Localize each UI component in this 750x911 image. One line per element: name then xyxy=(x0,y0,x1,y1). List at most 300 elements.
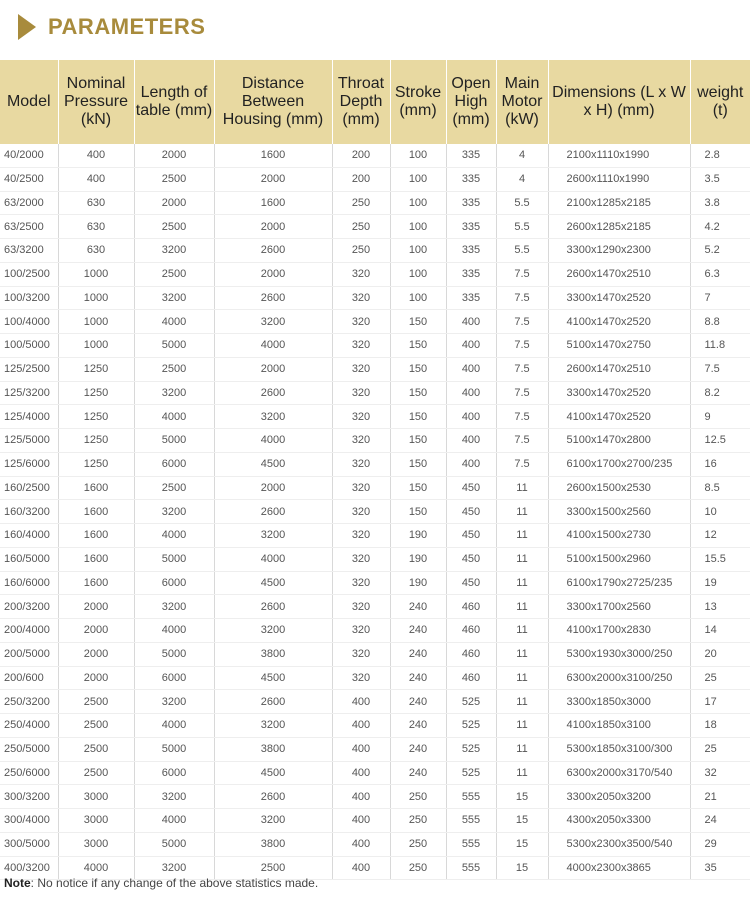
column-header: Stroke (mm) xyxy=(390,60,446,144)
table-cell: 320 xyxy=(332,429,390,453)
table-cell: 11 xyxy=(496,595,548,619)
table-cell: 400 xyxy=(446,334,496,358)
table-cell: 100 xyxy=(390,262,446,286)
table-cell: 460 xyxy=(446,642,496,666)
table-cell: 11 xyxy=(496,547,548,571)
table-cell: 335 xyxy=(446,215,496,239)
table-cell: 320 xyxy=(332,310,390,334)
table-cell: 335 xyxy=(446,144,496,167)
table-cell: 400 xyxy=(332,737,390,761)
table-cell: 2600 xyxy=(214,239,332,263)
table-cell: 630 xyxy=(58,191,134,215)
table-cell: 4100x1470x2520 xyxy=(548,310,690,334)
table-cell: 1250 xyxy=(58,357,134,381)
table-cell: 4500 xyxy=(214,571,332,595)
table-cell: 4000 xyxy=(214,429,332,453)
table-cell: 3200 xyxy=(134,690,214,714)
table-cell: 525 xyxy=(446,714,496,738)
table-row xyxy=(0,167,750,191)
table-cell: 460 xyxy=(446,666,496,690)
table-row xyxy=(0,714,750,738)
table-row xyxy=(0,286,750,310)
table-cell: 2000 xyxy=(214,476,332,500)
table-cell: 250 xyxy=(390,856,446,880)
table-row xyxy=(0,381,750,405)
table-cell: 200/3200 xyxy=(0,595,58,619)
table-cell: 4000 xyxy=(134,310,214,334)
table-cell: 3300x1700x2560 xyxy=(548,595,690,619)
table-cell: 190 xyxy=(390,571,446,595)
table-cell: 150 xyxy=(390,500,446,524)
table-cell: 630 xyxy=(58,215,134,239)
table-cell: 150 xyxy=(390,357,446,381)
table-row xyxy=(0,310,750,334)
table-cell: 335 xyxy=(446,262,496,286)
table-row xyxy=(0,215,750,239)
table-cell: 5000 xyxy=(134,547,214,571)
table-row xyxy=(0,547,750,571)
triangle-bullet-icon xyxy=(18,14,36,40)
table-row xyxy=(0,476,750,500)
table-row xyxy=(0,666,750,690)
table-row xyxy=(0,690,750,714)
table-row xyxy=(0,262,750,286)
table-cell: 100/2500 xyxy=(0,262,58,286)
table-cell: 11 xyxy=(496,690,548,714)
note-label: Note xyxy=(4,876,31,890)
table-cell: 400 xyxy=(446,452,496,476)
table-row xyxy=(0,144,750,167)
table-cell: 250 xyxy=(332,239,390,263)
table-cell: 555 xyxy=(446,832,496,856)
table-cell: 1600 xyxy=(58,476,134,500)
table-row xyxy=(0,619,750,643)
table-cell: 6100x1790x2725/235 xyxy=(548,571,690,595)
table-cell: 450 xyxy=(446,524,496,548)
table-cell: 400 xyxy=(446,405,496,429)
table-row xyxy=(0,191,750,215)
table-cell: 160/6000 xyxy=(0,571,58,595)
table-cell: 11 xyxy=(496,666,548,690)
table-cell: 11 xyxy=(496,714,548,738)
table-cell: 1600 xyxy=(214,191,332,215)
table-cell: 24 xyxy=(690,809,750,833)
table-cell: 400 xyxy=(332,832,390,856)
table-cell: 2600x1110x1990 xyxy=(548,167,690,191)
table-row xyxy=(0,524,750,548)
table-cell: 3200 xyxy=(134,381,214,405)
column-header: Throat Depth (mm) xyxy=(332,60,390,144)
table-cell: 160/2500 xyxy=(0,476,58,500)
table-cell: 555 xyxy=(446,785,496,809)
table-cell: 400 xyxy=(446,357,496,381)
table-cell: 240 xyxy=(390,619,446,643)
table-cell: 3200 xyxy=(214,405,332,429)
table-cell: 400 xyxy=(332,856,390,880)
table-cell: 3800 xyxy=(214,832,332,856)
table-cell: 11 xyxy=(496,571,548,595)
table-cell: 1250 xyxy=(58,381,134,405)
table-cell: 240 xyxy=(390,595,446,619)
table-cell: 460 xyxy=(446,595,496,619)
table-cell: 11 xyxy=(496,619,548,643)
table-cell: 3200 xyxy=(134,239,214,263)
table-cell: 6000 xyxy=(134,666,214,690)
table-cell: 1600 xyxy=(214,144,332,167)
table-cell: 3300x1470x2520 xyxy=(548,286,690,310)
table-cell: 320 xyxy=(332,595,390,619)
table-cell: 320 xyxy=(332,381,390,405)
table-cell: 250/6000 xyxy=(0,761,58,785)
table-cell: 2000 xyxy=(58,666,134,690)
table-cell: 4 xyxy=(496,167,548,191)
table-cell: 320 xyxy=(332,642,390,666)
table-cell: 2600 xyxy=(214,500,332,524)
table-cell: 4000 xyxy=(58,856,134,880)
table-cell: 12 xyxy=(690,524,750,548)
table-cell: 4000 xyxy=(134,524,214,548)
table-cell: 2100x1110x1990 xyxy=(548,144,690,167)
table-cell: 100/5000 xyxy=(0,334,58,358)
table-cell: 2000 xyxy=(58,619,134,643)
table-cell: 4000 xyxy=(214,334,332,358)
table-row xyxy=(0,642,750,666)
table-cell: 200/600 xyxy=(0,666,58,690)
table-cell: 320 xyxy=(332,334,390,358)
table-cell: 400 xyxy=(58,167,134,191)
table-cell: 450 xyxy=(446,571,496,595)
table-cell: 6000 xyxy=(134,761,214,785)
table-cell: 63/2000 xyxy=(0,191,58,215)
table-cell: 5000 xyxy=(134,642,214,666)
table-cell: 2500 xyxy=(134,167,214,191)
table-cell: 6300x2000x3170/540 xyxy=(548,761,690,785)
table-cell: 63/3200 xyxy=(0,239,58,263)
column-header: Distance Between Housing (mm) xyxy=(214,60,332,144)
table-row xyxy=(0,737,750,761)
table-cell: 400/3200 xyxy=(0,856,58,880)
parameters-table xyxy=(0,60,750,880)
table-cell: 5.5 xyxy=(496,215,548,239)
table-cell: 2500 xyxy=(58,761,134,785)
table-cell: 250 xyxy=(332,215,390,239)
table-cell: 5.5 xyxy=(496,239,548,263)
table-cell: 1000 xyxy=(58,310,134,334)
table-cell: 5300x2300x3500/540 xyxy=(548,832,690,856)
table-cell: 200/5000 xyxy=(0,642,58,666)
table-cell: 2500 xyxy=(134,215,214,239)
table-cell: 2000 xyxy=(58,642,134,666)
table-cell: 7.5 xyxy=(496,381,548,405)
table-row xyxy=(0,405,750,429)
table-cell: 150 xyxy=(390,452,446,476)
column-header: Model xyxy=(0,60,58,144)
section-title xyxy=(10,10,205,44)
footnote xyxy=(4,876,318,890)
table-cell: 555 xyxy=(446,856,496,880)
table-cell: 190 xyxy=(390,547,446,571)
table-cell: 125/5000 xyxy=(0,429,58,453)
table-cell: 3300x1500x2560 xyxy=(548,500,690,524)
table-cell: 2600 xyxy=(214,381,332,405)
table-cell: 240 xyxy=(390,714,446,738)
table-cell: 3300x2050x3200 xyxy=(548,785,690,809)
table-cell: 4000 xyxy=(134,714,214,738)
table-cell: 335 xyxy=(446,239,496,263)
table-cell: 335 xyxy=(446,286,496,310)
table-cell: 100/3200 xyxy=(0,286,58,310)
table-cell: 4500 xyxy=(214,666,332,690)
table-cell: 320 xyxy=(332,476,390,500)
table-cell: 12.5 xyxy=(690,429,750,453)
table-cell: 5300x1850x3100/300 xyxy=(548,737,690,761)
table-cell: 5000 xyxy=(134,334,214,358)
table-cell: 4000 xyxy=(214,547,332,571)
table-cell: 300/5000 xyxy=(0,832,58,856)
table-cell: 1250 xyxy=(58,452,134,476)
table-cell: 15 xyxy=(496,832,548,856)
table-cell: 3300x1850x3000 xyxy=(548,690,690,714)
table-cell: 100/4000 xyxy=(0,310,58,334)
table-cell: 11 xyxy=(496,476,548,500)
table-cell: 2600x1470x2510 xyxy=(548,357,690,381)
table-cell: 32 xyxy=(690,761,750,785)
table-body xyxy=(0,144,750,880)
table-cell: 400 xyxy=(332,714,390,738)
table-cell: 3.5 xyxy=(690,167,750,191)
table-cell: 4000 xyxy=(134,809,214,833)
table-cell: 300/3200 xyxy=(0,785,58,809)
table-cell: 40/2500 xyxy=(0,167,58,191)
table-cell: 200 xyxy=(332,167,390,191)
table-cell: 1600 xyxy=(58,524,134,548)
table-cell: 5.2 xyxy=(690,239,750,263)
table-cell: 525 xyxy=(446,761,496,785)
table-cell: 1000 xyxy=(58,286,134,310)
table-row xyxy=(0,832,750,856)
table-cell: 240 xyxy=(390,761,446,785)
table-cell: 7.5 xyxy=(496,310,548,334)
table-cell: 2.8 xyxy=(690,144,750,167)
table-cell: 1600 xyxy=(58,571,134,595)
table-cell: 7.5 xyxy=(496,357,548,381)
table-cell: 320 xyxy=(332,500,390,524)
table-cell: 21 xyxy=(690,785,750,809)
column-header: Nominal Pressure (kN) xyxy=(58,60,134,144)
table-cell: 7.5 xyxy=(496,286,548,310)
table-cell: 6100x1700x2700/235 xyxy=(548,452,690,476)
column-header: Length of table (mm) xyxy=(134,60,214,144)
column-header: Main Motor (kW) xyxy=(496,60,548,144)
table-cell: 320 xyxy=(332,286,390,310)
table-cell: 15 xyxy=(496,809,548,833)
table-cell: 150 xyxy=(390,405,446,429)
table-cell: 190 xyxy=(390,524,446,548)
table-cell: 15 xyxy=(496,785,548,809)
table-cell: 4 xyxy=(496,144,548,167)
table-cell: 450 xyxy=(446,476,496,500)
table-cell: 3200 xyxy=(214,524,332,548)
table-cell: 3000 xyxy=(58,785,134,809)
table-cell: 18 xyxy=(690,714,750,738)
table-cell: 4100x1500x2730 xyxy=(548,524,690,548)
table-cell: 5000 xyxy=(134,429,214,453)
table-cell: 5100x1500x2960 xyxy=(548,547,690,571)
table-cell: 525 xyxy=(446,737,496,761)
table-cell: 7.5 xyxy=(496,452,548,476)
table-cell: 11 xyxy=(496,500,548,524)
table-cell: 2600 xyxy=(214,286,332,310)
column-header: Dimensions (L x W x H) (mm) xyxy=(548,60,690,144)
table-cell: 2500 xyxy=(58,737,134,761)
table-cell: 250/5000 xyxy=(0,737,58,761)
table-cell: 250 xyxy=(390,809,446,833)
table-cell: 9 xyxy=(690,405,750,429)
table-cell: 10 xyxy=(690,500,750,524)
table-cell: 11 xyxy=(496,761,548,785)
table-row xyxy=(0,571,750,595)
table-cell: 400 xyxy=(58,144,134,167)
table-cell: 40/2000 xyxy=(0,144,58,167)
table-cell: 3200 xyxy=(134,785,214,809)
table-cell: 320 xyxy=(332,547,390,571)
table-cell: 3200 xyxy=(134,856,214,880)
table-cell: 160/3200 xyxy=(0,500,58,524)
table-cell: 5.5 xyxy=(496,191,548,215)
column-header: weight (t) xyxy=(690,60,750,144)
table-cell: 2000 xyxy=(134,191,214,215)
table-cell: 6.3 xyxy=(690,262,750,286)
table-cell: 320 xyxy=(332,357,390,381)
table-cell: 320 xyxy=(332,262,390,286)
table-cell: 125/3200 xyxy=(0,381,58,405)
table-cell: 5100x1470x2800 xyxy=(548,429,690,453)
table-cell: 7.5 xyxy=(496,262,548,286)
table-cell: 2600x1500x2530 xyxy=(548,476,690,500)
table-cell: 4100x1470x2520 xyxy=(548,405,690,429)
table-cell: 2000 xyxy=(58,595,134,619)
table-cell: 3200 xyxy=(134,286,214,310)
table-cell: 2500 xyxy=(58,714,134,738)
table-cell: 200/4000 xyxy=(0,619,58,643)
table-cell: 4000 xyxy=(134,405,214,429)
table-cell: 2000 xyxy=(214,215,332,239)
table-cell: 250/3200 xyxy=(0,690,58,714)
table-cell: 11 xyxy=(496,642,548,666)
table-row xyxy=(0,429,750,453)
table-cell: 400 xyxy=(332,809,390,833)
note-text: : No notice if any change of the above statistics made. xyxy=(30,876,319,890)
table-cell: 3.8 xyxy=(690,191,750,215)
table-cell: 250/4000 xyxy=(0,714,58,738)
table-row xyxy=(0,809,750,833)
table-cell: 14 xyxy=(690,619,750,643)
table-cell: 400 xyxy=(446,310,496,334)
table-cell: 3300x1290x2300 xyxy=(548,239,690,263)
table-cell: 300/4000 xyxy=(0,809,58,833)
table-cell: 320 xyxy=(332,524,390,548)
table-row xyxy=(0,785,750,809)
table-cell: 7.5 xyxy=(690,357,750,381)
table-cell: 240 xyxy=(390,737,446,761)
table-cell: 320 xyxy=(332,571,390,595)
table-cell: 6300x2000x3100/250 xyxy=(548,666,690,690)
table-row xyxy=(0,500,750,524)
table-cell: 400 xyxy=(446,429,496,453)
table-cell: 160/4000 xyxy=(0,524,58,548)
table-cell: 15 xyxy=(496,856,548,880)
table-cell: 630 xyxy=(58,239,134,263)
table-cell: 1600 xyxy=(58,547,134,571)
table-cell: 100 xyxy=(390,215,446,239)
table-cell: 3000 xyxy=(58,832,134,856)
page-title: PARAMETERS xyxy=(48,14,206,39)
table-cell: 100 xyxy=(390,239,446,263)
table-cell: 25 xyxy=(690,666,750,690)
table-cell: 5000 xyxy=(134,737,214,761)
table-cell: 320 xyxy=(332,666,390,690)
table-cell: 3200 xyxy=(214,809,332,833)
table-cell: 25 xyxy=(690,737,750,761)
column-header: Open High (mm) xyxy=(446,60,496,144)
table-cell: 2100x1285x2185 xyxy=(548,191,690,215)
table-cell: 2500 xyxy=(58,690,134,714)
table-cell: 150 xyxy=(390,429,446,453)
table-cell: 4000x2300x3865 xyxy=(548,856,690,880)
table-cell: 4100x1700x2830 xyxy=(548,619,690,643)
table-cell: 100 xyxy=(390,191,446,215)
table-cell: 2500 xyxy=(134,357,214,381)
table-cell: 7.5 xyxy=(496,429,548,453)
table-cell: 8.5 xyxy=(690,476,750,500)
table-cell: 150 xyxy=(390,310,446,334)
table-cell: 35 xyxy=(690,856,750,880)
table-cell: 240 xyxy=(390,642,446,666)
table-cell: 8.8 xyxy=(690,310,750,334)
table-cell: 2600 xyxy=(214,690,332,714)
table-cell: 3200 xyxy=(134,500,214,524)
table-cell: 3200 xyxy=(214,619,332,643)
table-cell: 450 xyxy=(446,547,496,571)
table-cell: 3200 xyxy=(214,310,332,334)
table-cell: 3800 xyxy=(214,737,332,761)
table-cell: 150 xyxy=(390,334,446,358)
table-cell: 8.2 xyxy=(690,381,750,405)
table-cell: 11.8 xyxy=(690,334,750,358)
table-cell: 7 xyxy=(690,286,750,310)
table-cell: 29 xyxy=(690,832,750,856)
table-cell: 555 xyxy=(446,809,496,833)
table-cell: 100 xyxy=(390,167,446,191)
table-cell: 5000 xyxy=(134,832,214,856)
table-cell: 15.5 xyxy=(690,547,750,571)
table-cell: 2000 xyxy=(214,167,332,191)
table-cell: 250 xyxy=(390,785,446,809)
table-cell: 150 xyxy=(390,381,446,405)
table-cell: 1250 xyxy=(58,429,134,453)
table-cell: 16 xyxy=(690,452,750,476)
table-cell: 240 xyxy=(390,666,446,690)
table-cell: 150 xyxy=(390,476,446,500)
table-cell: 2600 xyxy=(214,595,332,619)
table-cell: 400 xyxy=(332,785,390,809)
table-cell: 63/2500 xyxy=(0,215,58,239)
table-cell: 2500 xyxy=(134,262,214,286)
table-cell: 6000 xyxy=(134,452,214,476)
table-header-row xyxy=(0,60,750,144)
table-cell: 320 xyxy=(332,405,390,429)
table-cell: 11 xyxy=(496,524,548,548)
